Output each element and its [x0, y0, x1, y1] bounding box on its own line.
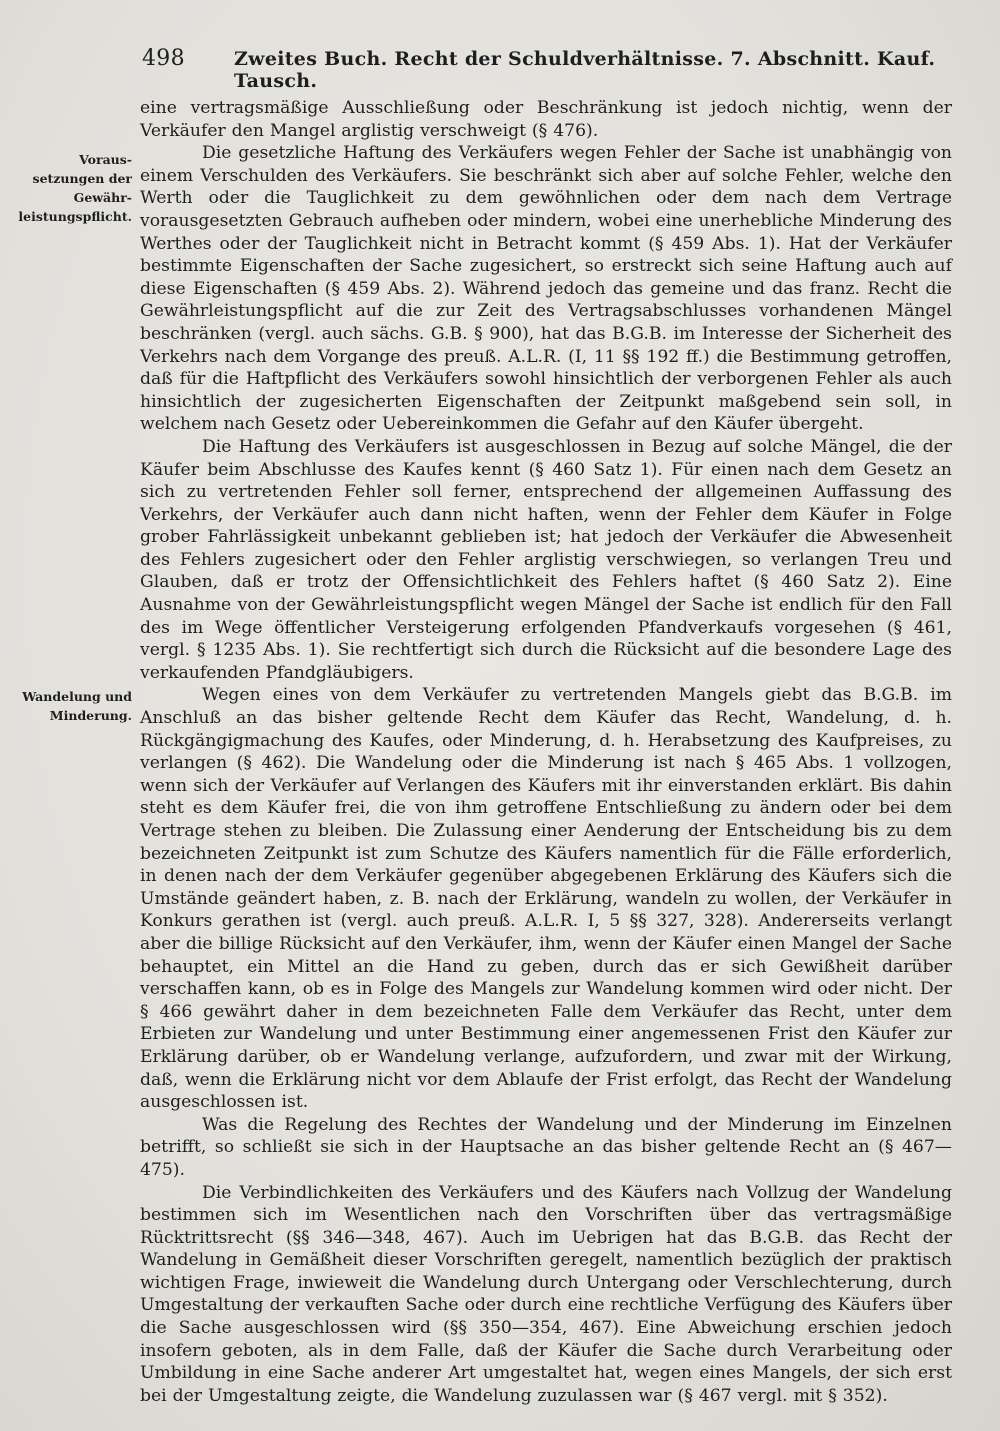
running-head: Zweites Buch. Recht der Schuldverhältnisse. 7. Abschnitt. Kauf. Tausch. — [234, 48, 936, 92]
paragraph-wandelung-minderung: Wegen eines von dem Verkäufer zu vertretenden Mangels giebt das B.G.B. im Anschluß an das bisher geltende Recht dem Käufer das Recht, Wandelung, d. h. Rückgängigmachung des Kaufes, oder Minderung, d. h. Herabsetzung des Kaufpreises, zu verlangen (§ 462). Die Wandelung oder die Minderung ist nach § 465 Abs. 1 vollzogen, wenn sich der Verkäufer auf Verlangen des Käufers mit ihr einverstanden erklärt. Bis dahin steht es dem Käufer frei, die von ihm getroffene Entschließung zu ändern oder bei dem Vertrage stehen zu bleiben. Die Zulassung einer Aenderung der Entscheidung bis zu dem bezeichneten Zeitpunkt ist zum Schutze des Käufers namentlich für die Fälle erforderlich, in denen nach der dem Verkäufer gegenüber abgegebenen Erklärung des Käufers sich die Umstände geändert haben, z. B. nach der Erklärung, wandeln zu wollen, der Verkäufer in Konkurs gerathen ist (vergl. auch preuß. A.L.R. I, 5 §§ 327, 328). Andererseits verlangt aber die billige Rücksicht auf den Verkäufer, ihm, wenn der Käufer einen Mangel der Sache behauptet, ein Mittel an die Hand zu geben, durch das er sich Gewißheit darüber verschaffen kann, ob es in Folge des Mangels zur Wandelung kommen wird oder nicht. Der § 466 gewährt daher in dem bezeichneten Falle dem Verkäufer das Recht, unter dem Erbieten zur Wandelung und unter Bestimmung einer angemessenen Frist den Käufer zur Erklärung darüber, ob er Wandelung verlange, aufzufordern, und zwar mit der Wirkung, daß, wenn die Erklärung nicht vor dem Ablaufe der Frist erfolgt, das Recht der Wandelung ausgeschlossen ist. — [140, 685, 952, 1113]
paragraph-verbindlichkeiten: Die Verbindlichkeiten des Verkäufers und des Käufers nach Vollzug der Wandelung bestimmen sich im Wesentlichen nach den Vorschriften über das vertragsmäßige Rücktrittsrecht (§§ 346—348, 467). Auch im Uebrigen hat das B.G.B. das Recht der Wandelung in Gemäßheit dieser Vorschriften geregelt, namentlich bezüglich der praktisch wichtigen Frage, inwieweit die Wandelung durch Untergang oder Verschlechterung, durch Umgestaltung der verkauften Sache oder durch eine rechtliche Verfügung des Käufers über die Sache ausgeschlossen wird (§§ 350—354, 467). Eine Abweichung erschien jedoch insofern geboten, als in dem Falle, daß der Käufer die Sache durch Verarbeitung oder Umbildung in eine Sache anderer Art umgestaltet hat, wegen eines Mangels, der sich erst bei der Umgestaltung zeigte, die Wandelung zuzulassen war (§ 467 vergl. mit § 352). — [140, 1182, 952, 1406]
paragraph-regelung: Was die Regelung des Rechtes der Wandelung und der Minderung im Einzelnen betrifft, so schließt sie sich in der Hauptsache an das bisher geltende Recht an (§ 467—475). — [140, 1114, 952, 1180]
page-header — [142, 44, 962, 92]
paragraph-continuation: eine vertragsmäßige Ausschließung oder Beschränkung ist jedoch nichtig, wenn der Verkäufer den Mangel arglistig verschweigt (§ 476). — [140, 98, 952, 141]
body-text — [140, 97, 952, 1407]
paragraph-ausschluss: Die Haftung des Verkäufers ist ausgeschlossen in Bezug auf solche Mängel, die der Käufer beim Abschlusse des Kaufes kennt (§ 460 Satz 1). Für einen nach dem Gesetz an sich zu vertretenden Fehler soll ferner, entsprechend der allgemeinen Auffassung des Verkehrs, der Verkäufer auch dann nicht haften, wenn der Fehler dem Käufer in Folge grober Fahrlässigkeit unbekannt geblieben ist; hat jedoch der Verkäufer die Abwesenheit des Fehlers zugesichert oder den Fehler arglistig verschwiegen, so verlangen Treu und Glauben, daß er trotz der Offensichtlichkeit des Fehlers haftet (§ 460 Satz 2). Eine Ausnahme von der Gewährleistungspflicht wegen Mängel der Sache ist endlich für den Fall des im Wege öffentlicher Versteigerung erfolgenden Pfandverkaufs vorgesehen (§ 461, vergl. § 1235 Abs. 1). Sie rechtfertigt sich durch die Rücksicht auf die besondere Lage des verkaufenden Pfandgläubigers. — [140, 436, 952, 683]
paragraph-haftung: Die gesetzliche Haftung des Verkäufers wegen Fehler der Sache ist unabhängig von einem Verschulden des Verkäufers. Sie beschränkt sich aber auf solche Fehler, welche den Werth oder die Tauglichkeit zu dem gewöhnlichen oder dem nach dem Vertrage vorausgesetzten Gebrauch aufheben oder mindern, wobei eine unerhebliche Minderung des Werthes oder der Tauglichkeit nicht in Betracht kommt (§ 459 Abs. 1). Hat der Verkäufer bestimmte Eigenschaften der Sache zugesichert, so erstreckt sich seine Haftung auch auf diese Eigenschaften (§ 459 Abs. 2). Während jedoch das gemeine und das franz. Recht die Gewährleistungspflicht auf die zur Zeit des Vertragsabschlusses vorhandenen Mängel beschränken (vergl. auch sächs. G.B. § 900), hat das B.G.B. im Interesse der Sicherheit des Verkehrs nach dem Vorgange des preuß. A.L.R. (I, 11 §§ 192 ff.) die Bestimmung getroffen, daß für die Haftpflicht des Verkäufers sowohl hinsichtlich der verborgenen Fehler als auch hinsichtlich der zugesicherten Eigenschaften der Zeitpunkt maßgebend sein soll, in welchem nach Gesetz oder Uebereinkommen die Gefahr auf den Käufer übergeht. — [140, 143, 952, 435]
margin-note-voraussetzungen: Voraus- setzungen der Gewähr- leistungspflicht. — [18, 152, 132, 224]
page-number: 498 — [142, 46, 185, 71]
margin-note-wandelung: Wandelung und Minderung. — [22, 689, 132, 723]
